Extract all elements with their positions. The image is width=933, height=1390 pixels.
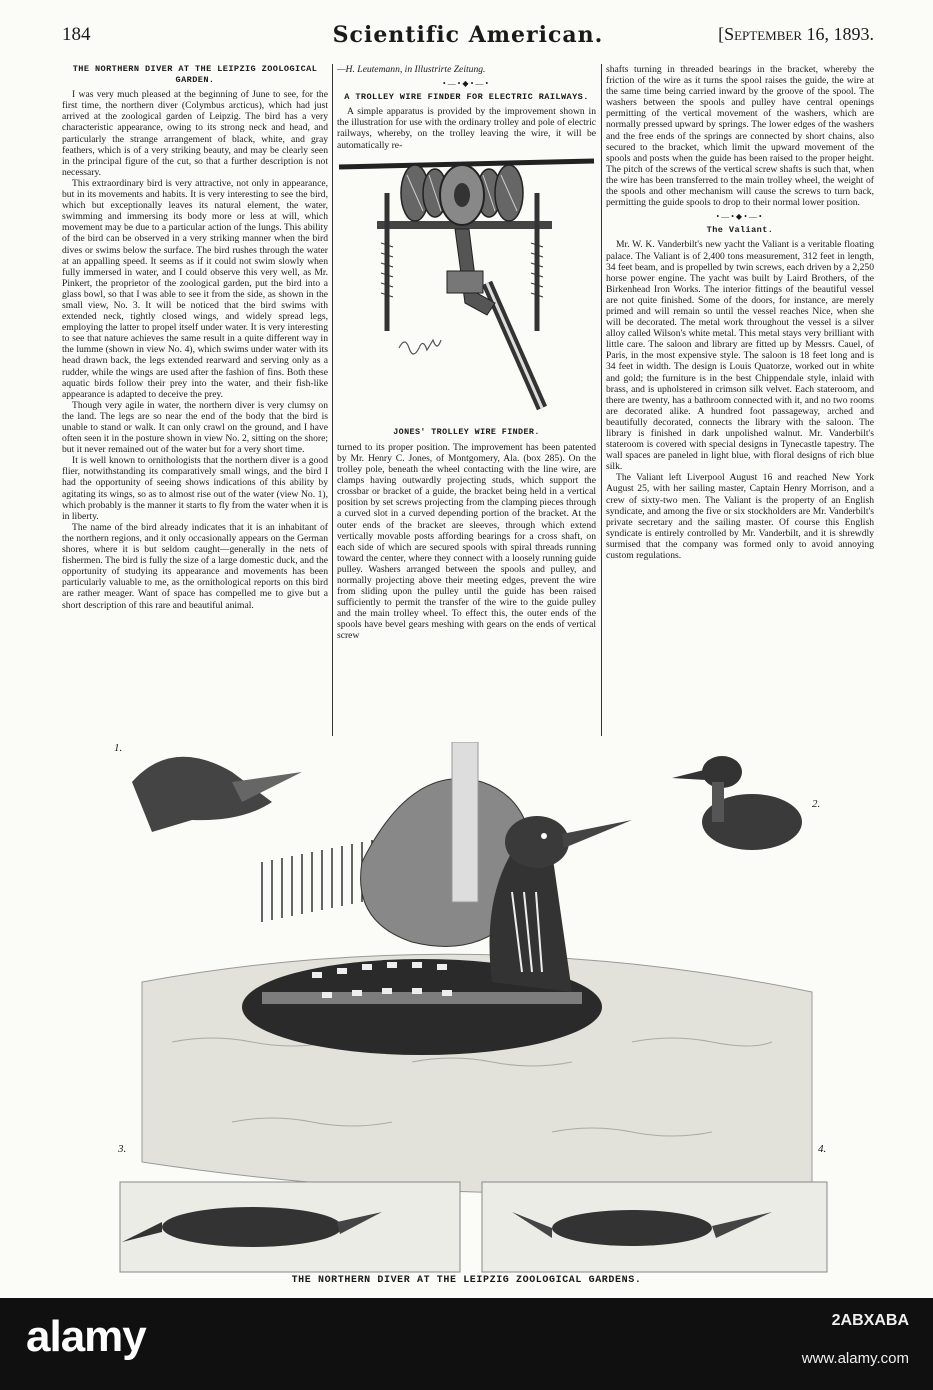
page-number: 184 xyxy=(62,24,91,45)
view-number-2: 2. xyxy=(812,798,821,810)
article-paragraph: The Valiant left Liverpool August 16 and reached New York August 25, with her sailing master, Captain Henry Morrison, and a crew of sixty-two men. The Valiant is the property of an English syndicate, and among the five or six stockholders are Mr. Vanderbilt's private secretary and the sailing master. Of course this English syndicate is entirely controlled by Mr. Vanderbilt, and it is shrewdly surmised that the company was formed only to avoid annoying custom regulations. xyxy=(606,472,874,562)
view-number-3: 3. xyxy=(118,1143,127,1155)
article-paragraph: Though very agile in water, the northern diver is very clumsy on the land. The legs are so near the end of the body that the bird is unable to stand or walk. It can only crawl on the ground, and I have often seen it in the posture shown in view No. 2, sitting on the shore; but it never remained out of the water but for a very short time. xyxy=(62,399,328,456)
article-paragraph: The name of the bird already indicates that it is an inhabitant of the northern regions, and it only occasionally appears on the German shores, where it is but seldom caught—generally in the nets of fishermen. The bird is fully the size of a large domestic duck, and the opportunity of studying its appearance and movements has been particularly valuable to me, as the ornithological reports on this bird are rather meager. Want of space has compelled me to give but a short description of this rare and beautiful animal. xyxy=(62,521,328,611)
alamy-logo: alamy xyxy=(26,1312,146,1361)
column-1 xyxy=(62,64,328,611)
column-rule xyxy=(332,64,333,736)
figure-caption-trolley: JONES' TROLLEY WIRE FINDER. xyxy=(393,426,540,437)
northern-diver-illustration xyxy=(112,742,834,1290)
article-paragraph: shafts turning in threaded bearings in the bracket, whereby the friction of the wire as it turns the spool raises the guide, the wire at the same time being carried inward by the groove of the spool. The washers between the spools and pulley have central openings permitting of the vertical movement of the washers, which are normally pressed upward by springs. The lower edges of the washers and the free ends of the springs are connected by short chains, also secured to the bracket, which limit the upward movement of the spools and posts when the guide has been raised to the proper height. The pitch of the screws of the vertical screw shafts is such that, when the wire has been transferred to the main trolley wheel, the weight of the spools and other mechanism will cause the screws to turn back, permitting the guide spools to drop to their normal lower position. xyxy=(606,64,874,209)
illustration-caption: THE NORTHERN DIVER AT THE LEIPZIG ZOOLOGICAL GARDENS. xyxy=(291,1275,642,1286)
article-paragraph: It is well known to ornithologists that the northern diver is a good flier, notwithstanding its comparatively small wings, and the bird I had the opportunity of seeing shows indications of this ability by agitating its wings, so as to almost rise out of the water (view No. 1), which probably is the manner it starts to fly from the water when it is in liberty. xyxy=(62,455,328,522)
stock-url: www.alamy.com xyxy=(801,1350,909,1367)
watermark-banner xyxy=(0,1298,933,1390)
view-number-1: 1. xyxy=(114,742,123,754)
stock-image-id: 2ABXABA xyxy=(831,1312,909,1329)
article-title-trolley: A TROLLEY WIRE FINDER FOR ELECTRIC RAILWAYS. xyxy=(344,92,589,103)
page-header xyxy=(62,22,874,52)
issue-date: [September 16, 1893. xyxy=(718,24,874,44)
trolley-wire-finder-engraving xyxy=(337,153,596,418)
section-ornament: •—•◆•—• xyxy=(442,79,491,89)
article-paragraph: I was very much pleased at the beginning of June to see, for the first time, the northern diver (Colymbus arcticus), which had just arrived at the zoological garden of Leipzig. The bird has a very characteristic appearance, owing to its strong neck and head, and particularly the strange arrangement of black, white, and gray feathers, which is of a very striking beauty, and may be clearly seen in the principal figure of the cut, so that a further description is not necessary. xyxy=(62,89,328,178)
article-title-valiant: The Valiant. xyxy=(706,225,774,236)
section-ornament: •—•◆•—• xyxy=(716,212,764,222)
stock-info xyxy=(802,1312,909,1367)
masthead: Scientific American. xyxy=(332,22,604,48)
article-paragraph: Mr. W. K. Vanderbilt's new yacht the Valiant is a veritable floating palace. The Valiant is of 2,400 tons measurement, 312 feet in length, 34 feet beam, and is propelled by twin screws, each driven by a 2,250 horse power engine. The yacht was built by Laird Brothers, of the Birkenhead Iron Works. The interior fittings of the beautiful vessel are not quite finished. Some of the doors, for instance, are merely primed and will remain so until the vessel reaches Nice, when she will be decorated. The metal work throughout the vessel is a silver alloy called Wilson's white metal. This metal stays very brilliant with little care. The saloon and library are fitted up by Messrs. Cauel, of Paris, in the most expensive style. The saloon is 18 feet long and is 34 feet in width. The design is Louis Quatorze, worked out in white and gold; the furniture is in the best Chippendale style, inlaid with brass, and is upholstered in crimson silk velvet. Each stateroom, and there are twenty, has a bathroom connected with it, and no two rooms are decorated alike. A hundred foot passageway, arched and beautifully decorated, connects the library with the saloon. The library is finished in dark unpolished walnut. Mr. Vanderbilt's stateroom is covered with special designs in Tynecastle tapestry. The wall spaces are paneled in light blue, with floral designs of rich blue silk. xyxy=(606,239,874,473)
view-number-4: 4. xyxy=(818,1143,827,1155)
article-paragraph: A simple apparatus is provided by the improvement shown in the illustration for use with the ordinary trolley and pole of electric railways, whereby, on the trolley leaving the wire, it will be automatically re- xyxy=(337,106,596,151)
article-signature: —H. Leutemann, in Illustrirte Zeitung. xyxy=(337,64,486,75)
article-paragraph: This extraordinary bird is very attractive, not only in appearance, but in its movements and habits. It is very interesting to see the bird, which but exceptionally leaves its natural element, the water, swimming and immersing its body more or less at will, which movement may be due to a particular action of the lungs. This ability of the bird can be observed in a very striking manner when the bird dives or swims below the surface. The bird rushes through the water at an appalling speed. It seems as if it could not swim slowly when fully immersed in water, and I could observe this very well, as Mr. Pinkert, the proprietor of the zoological garden, put the bird into a glass bowl, so that I was able to see it from the side, as shown in the small view, No. 3. It will be noticed that the bird swims with extended neck, tightly closed wings, and widely spread legs, employing the latter to propel itself under water. It is very interesting to see that nature achieves the same result in a quite different way in the lumme (shown in view No. 4), which swims under water with its head drawn back, the legs extended rearward and serving only as a rudder, while the wings are used after the fashion of fins. Both these aquatic birds follow their prey into the water, and their fish-like appearance is adapted to deceive the prey. xyxy=(62,177,328,400)
column-3 xyxy=(606,64,874,561)
column-2 xyxy=(337,64,596,642)
column-rule xyxy=(601,64,602,736)
article-title-northern-diver: THE NORTHERN DIVER AT THE LEIPZIG ZOOLOGICAL GARDEN. xyxy=(72,64,318,86)
article-paragraph: turned to its proper position. The improvement has been patented by Mr. Henry C. Jones, of Montgomery, Ala. (box 285). On the trolley pole, beneath the wheel contacting with the line wire, are clamps having outwardly projecting studs, which support the crossbar or bracket of a guide, the bracket being held in a vertical position by set screws projecting from the clamping pieces through a curved slot in a curved depending portion of the bracket. At the outer ends of the bracket are sleeves, through which extend vertically movable posts affording bearings for a cross shaft, on each side of which are secured spools with spiral threads running toward the center, where they connect with a loosely running guide pulley. Washers arranged between the spools and pulley, and normally projecting above their meeting edges, prevent the wire from sliding upon the pulley until the guide has been raised sufficiently to permit the transfer of the wire to the guide pulley and the main trolley wheel. To effect this, the outer ends of the spools have bevel gears meshing with gears on the ends of vertical screw xyxy=(337,441,596,642)
